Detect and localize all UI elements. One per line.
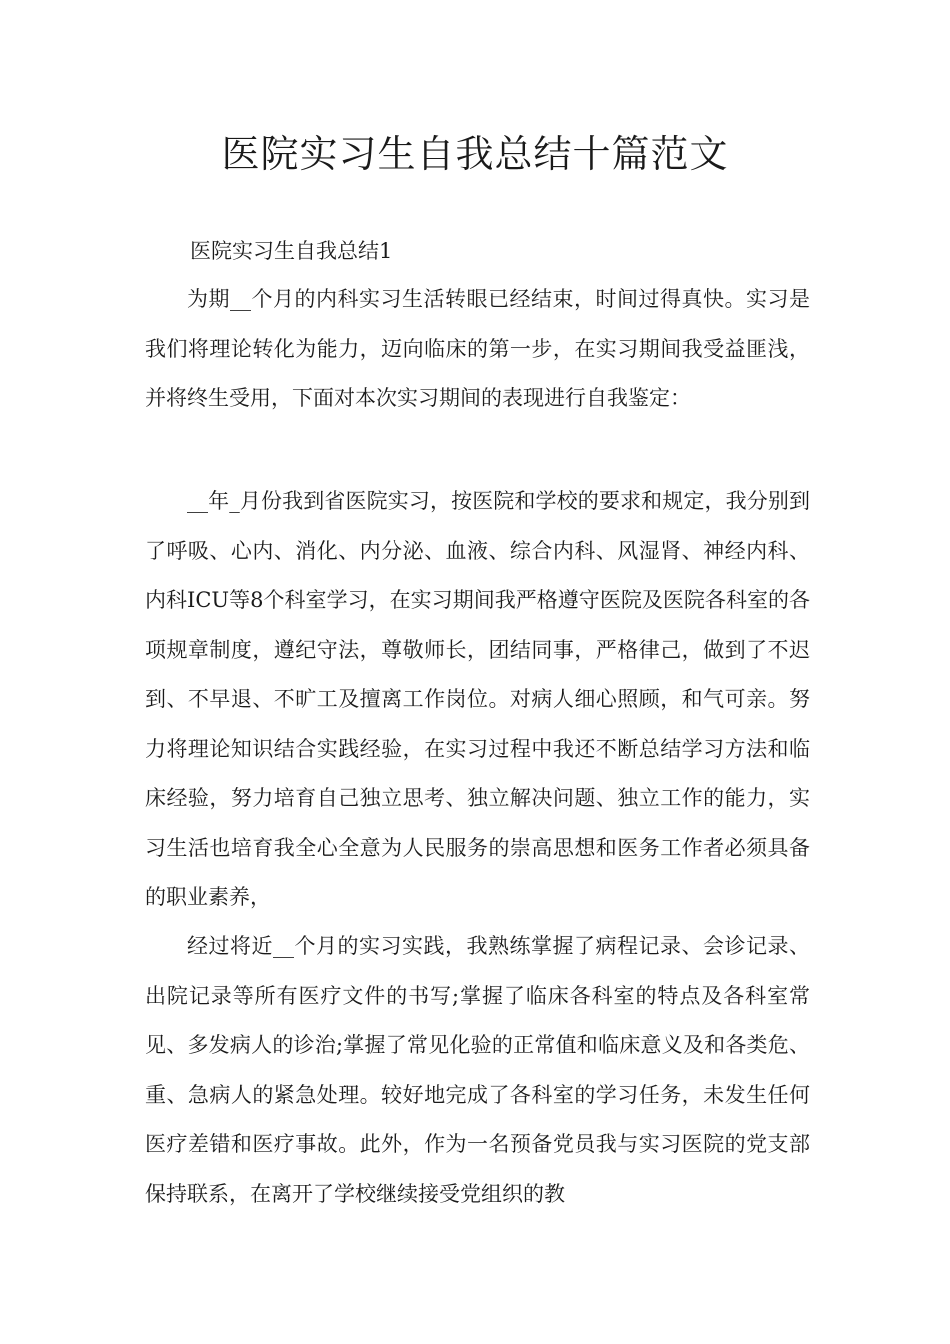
- section-heading: 医院实习生自我总结1: [190, 239, 393, 263]
- paragraph-3: 经过将近__个月的实习实践，我熟练掌握了病程记录、会诊记录、出院记录等所有医疗文件的书写;掌握了临床各科室的特点及各科室常见、多发病人的诊治;掌握了常见化验的正常值和临床意义及和各类危、重、急病人的紧急处理。较好地完成了各科室的学习任务，未发生任何医疗差错和医疗事故。此外，作为一名预备党员我与实习医院的党支部保持联系，在离开了学校继续接受党组织的教: [145, 934, 810, 1206]
- paragraph-1: 为期__个月的内科实习生活转眼已经结束，时间过得真快。实习是我们将理论转化为能力，迈向临床的第一步，在实习期间我受益匪浅，并将终生受用，下面对本次实习期间的表现进行自我鉴定：: [145, 287, 810, 410]
- paragraph-2: __年_月份我到省医院实习，按医院和学校的要求和规定，我分别到了呼吸、心内、消化、内分泌、血液、综合内科、风湿肾、神经内科、内科ICU等8个科室学习，在实习期间我严格遵守医院及医院各科室的各项规章制度，遵纪守法，尊敬师长，团结同事，严格律己，做到了不迟到、不早退、不旷工及擅离工作岗位。对病人细心照顾，和气可亲。努力将理论知识结合实践经验，在实习过程中我还不断总结学习方法和临床经验，努力培育自己独立思考、独立解决问题、独立工作的能力，实习生活也培育我全心全意为人民服务的崇高思想和医务工作者必须具备的职业素养，: [145, 489, 810, 909]
- page-title: 医院实习生自我总结十篇范文: [221, 132, 729, 176]
